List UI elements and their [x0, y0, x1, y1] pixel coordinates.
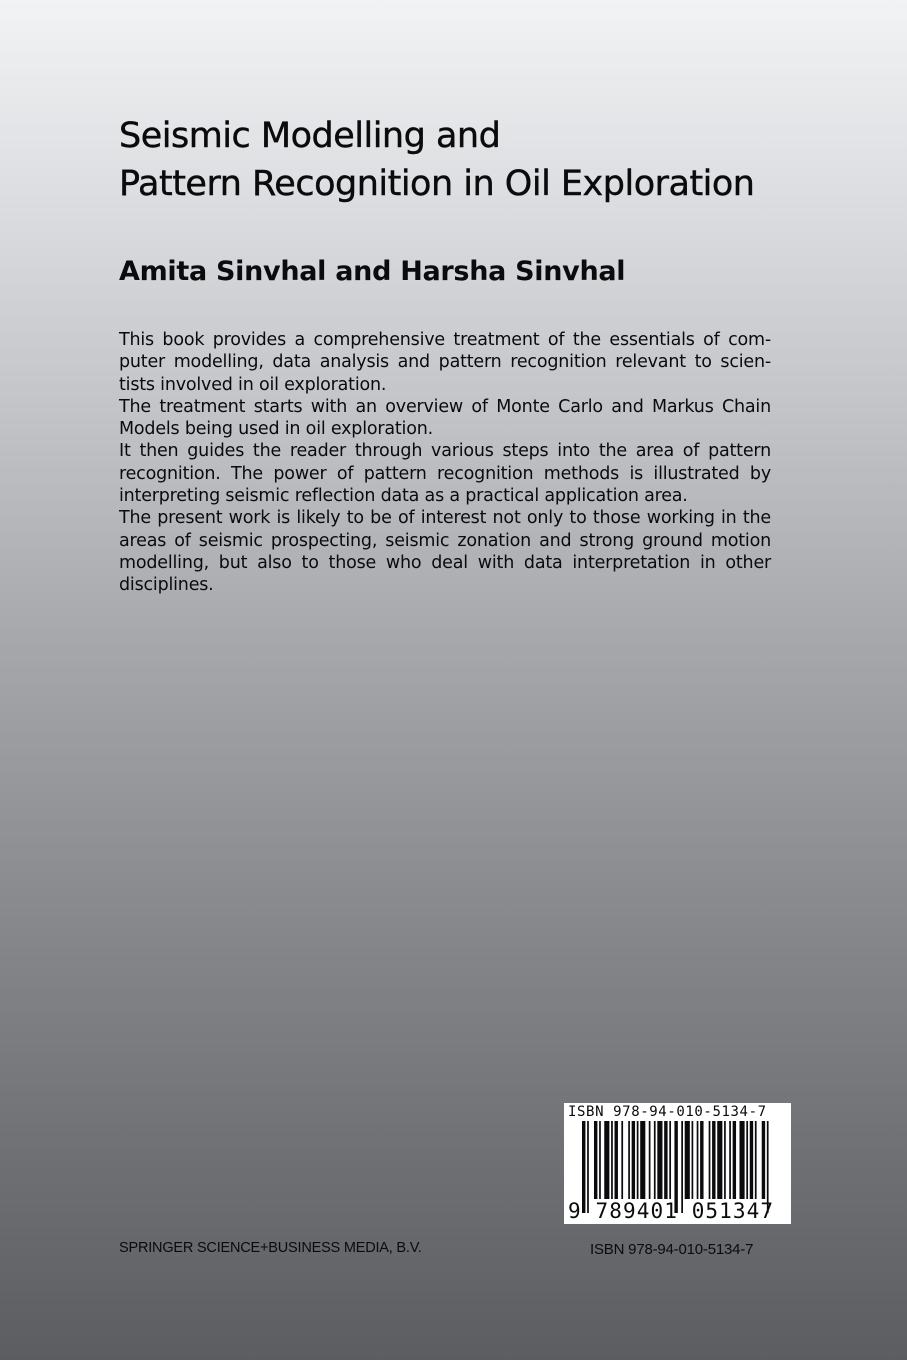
authors: Amita Sinvhal and Harsha Sinvhal — [119, 256, 626, 287]
barcode-bar — [594, 1121, 597, 1199]
barcode-bar — [712, 1121, 715, 1199]
barcode-bar — [604, 1121, 609, 1199]
isbn-barcode — [564, 1103, 791, 1224]
barcode-bar — [733, 1121, 736, 1199]
barcode-bar — [700, 1121, 703, 1199]
description-paragraph: It then guides the reader through various steps into the area of pattern recognition. The power of pattern recognition methods is illustrated by interpreting seismic reflection data as a practical application area. — [119, 441, 771, 507]
barcode-digits: 9 789401 051347 — [568, 1199, 775, 1223]
barcode-bar — [697, 1121, 699, 1199]
barcode-bar — [649, 1121, 651, 1199]
barcode-bar — [621, 1121, 623, 1199]
barcode-bar — [692, 1121, 694, 1199]
description-paragraph: The present work is likely to be of interest not only to those working in the areas of seismic prospecting, seismic zonation and strong ground motion modelling, but also to those who deal with data interpretation in other disciplines. — [119, 508, 771, 596]
barcode-bar — [729, 1121, 731, 1199]
barcode-bar — [755, 1121, 757, 1199]
barcode-bar — [599, 1121, 601, 1199]
barcode-bar — [724, 1121, 726, 1199]
barcode-bar — [640, 1121, 645, 1199]
barcode-bar — [657, 1121, 662, 1199]
book-description — [119, 329, 771, 597]
barcode-bar — [717, 1121, 722, 1199]
barcode-bar — [615, 1121, 618, 1199]
barcode-bar — [632, 1121, 635, 1199]
barcode-bar — [628, 1121, 630, 1199]
barcode-bar — [709, 1121, 711, 1199]
barcode-bar — [637, 1121, 639, 1199]
publisher: SPRINGER SCIENCE+BUSINESS MEDIA, B.V. — [119, 1240, 422, 1256]
barcode-bar — [654, 1121, 656, 1199]
barcode-bar — [669, 1121, 671, 1199]
barcode-bar — [762, 1121, 765, 1199]
isbn-text: ISBN 978-94-010-5134-7 — [590, 1241, 754, 1258]
barcode-bar — [746, 1121, 748, 1199]
barcode-bar — [739, 1121, 744, 1199]
barcode-bar — [750, 1121, 753, 1199]
title-line-1: Seismic Modelling and — [119, 116, 501, 156]
barcode-isbn-label: ISBN 978-94-010-5134-7 — [568, 1104, 767, 1120]
book-title — [119, 112, 819, 208]
title-line-2: Pattern Recognition in Oil Exploration — [119, 164, 755, 204]
barcode-bar — [664, 1121, 667, 1199]
description-paragraph: The treatment starts with an overview of Monte Carlo and Markus Chain Models being used in oil exploration. — [119, 396, 771, 440]
barcode-bar — [611, 1121, 613, 1199]
barcode-bar — [685, 1121, 690, 1199]
description-paragraph: This book provides a comprehensive treatment of the essentials of com-puter modelling, data analysis and pattern recognition relevant to scien-tists involved in oil exploration. — [119, 330, 771, 395]
